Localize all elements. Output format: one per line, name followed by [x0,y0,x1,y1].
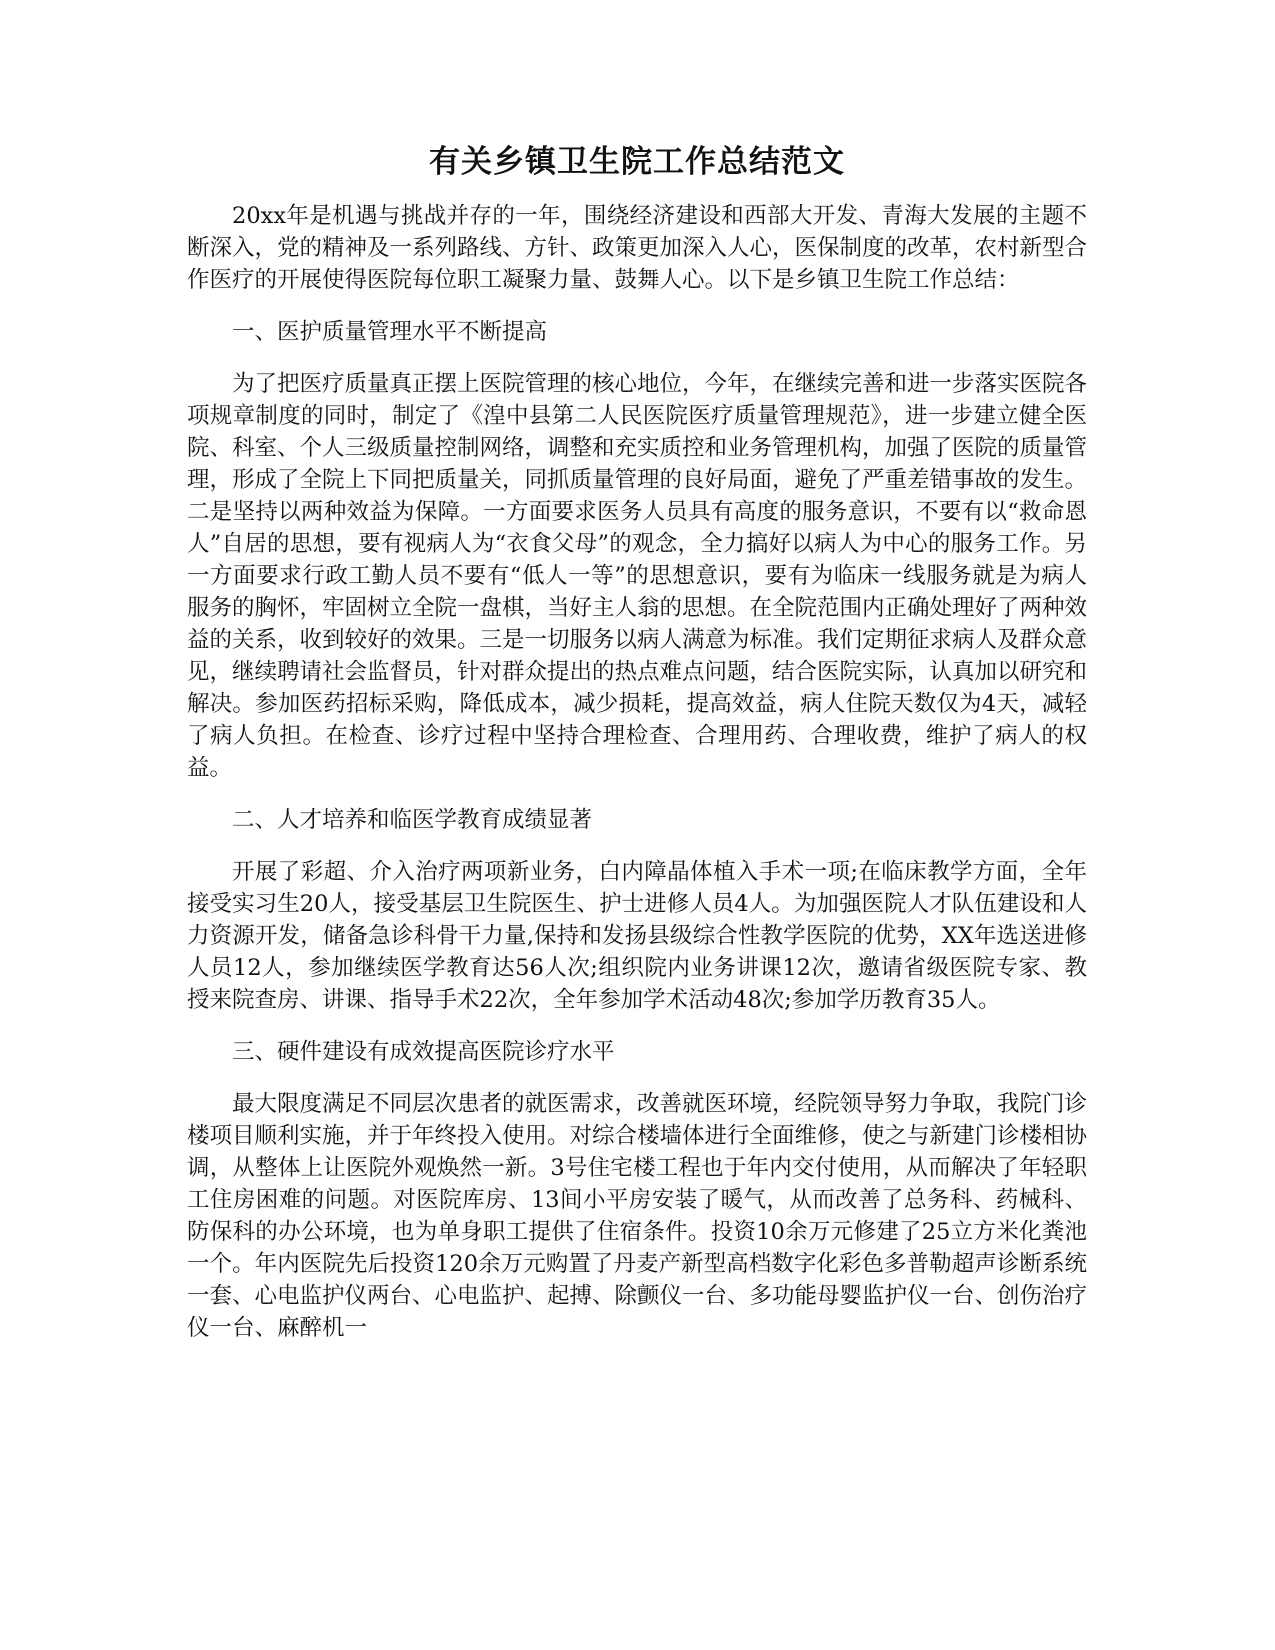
section-1-paragraph: 为了把医疗质量真正摆上医院管理的核心地位，今年，在继续完善和进一步落实医院各项规章制度的同时，制定了《湟中县第二人民医院医疗质量管理规范》，进一步建立健全医院、科室、个人三级质量控制网络，调整和充实质控和业务管理机构，加强了医院的质量管理，形成了全院上下同把质量关，同抓质量管理的良好局面，避免了严重差错事故的发生。二是坚持以两种效益为保障。一方面要求医务人员具有高度的服务意识，不要有以“救命恩人”自居的思想，要有视病人为“衣食父母”的观念，全力搞好以病人为中心的服务工作。另一方面要求行政工勤人员不要有“低人一等”的思想意识，要有为临床一线服务就是为病人服务的胸怀，牢固树立全院一盘棋，当好主人翁的思想。在全院范围内正确处理好了两种效益的关系，收到较好的效果。三是一切服务以病人满意为标准。我们定期征求病人及群众意见，继续聘请社会监督员，针对群众提出的热点难点问题，结合医院实际，认真加以研究和解决。参加医药招标采购，降低成本，减少损耗，提高效益，病人住院天数仅为4天，减轻了病人负担。在检查、诊疗过程中坚持合理检查、合理用药、合理收费，维护了病人的权益。 [187,371,1088,781]
section-3-paragraph: 最大限度满足不同层次患者的就医需求，改善就医环境，经院领导努力争取，我院门诊楼项目顺利实施，并于年终投入使用。对综合楼墙体进行全面维修，使之与新建门诊楼相协调，从整体上让医院外观焕然一新。3号住宅楼工程也于年内交付使用，从而解决了年轻职工住房困难的问题。对医院库房、13间小平房安装了暖气，从而改善了总务科、药械科、防保科的办公环境，也为单身职工提供了住宿条件。投资10余万元修建了25立方米化粪池一个。年内医院先后投资120余万元购置了丹麦产新型高档数字化彩色多普勒超声诊断系统一套、心电监护仪两台、心电监护、起搏、除颤仪一台、多功能母婴监护仪一台、创伤治疗仪一台、麻醉机一 [187,1091,1088,1341]
intro-paragraph: 20xx年是机遇与挑战并存的一年，围绕经济建设和西部大开发、青海大发展的主题不断深入，党的精神及一系列路线、方针、政策更加深入人心，医保制度的改革，农村新型合作医疗的开展使得医院每位职工凝聚力量、鼓舞人心。以下是乡镇卫生院工作总结： [187,203,1088,293]
document-title: 有关乡镇卫生院工作总结范文 [429,144,845,180]
section-1-heading: 一、医护质量管理水平不断提高 [232,319,548,345]
section-3-heading: 三、硬件建设有成效提高医院诊疗水平 [232,1039,615,1065]
section-2-paragraph: 开展了彩超、介入治疗两项新业务，白内障晶体植入手术一项;在临床教学方面，全年接受实习生20人，接受基层卫生院医生、护士进修人员4人。为加强医院人才队伍建设和人力资源开发，储备急诊科骨干力量,保持和发扬县级综合性教学医院的优势，XX年选送进修人员12人，参加继续医学教育达56人次;组织院内业务讲课12次，邀请省级医院专家、教授来院查房、讲课、指导手术22次，全年参加学术活动48次;参加学历教育35人。 [187,859,1087,1013]
document-page [187,140,1087,1364]
section-2-heading: 二、人才培养和临医学教育成绩显著 [232,807,593,833]
